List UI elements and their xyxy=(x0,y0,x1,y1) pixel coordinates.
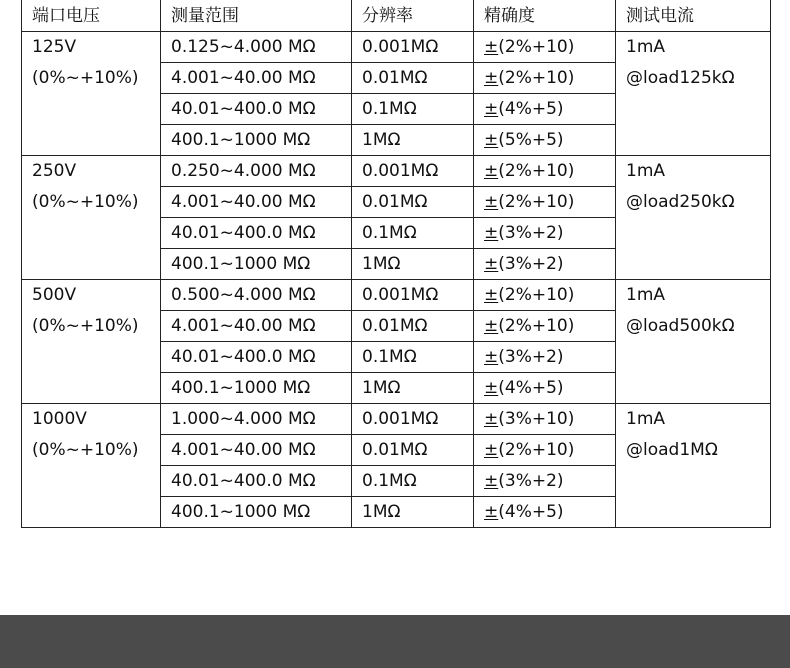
voltage-value: 1000V xyxy=(32,409,87,429)
plus-minus-sign: ± xyxy=(484,285,499,305)
resolution-cell: 0.01MΩ xyxy=(352,187,474,218)
plus-minus-sign: ± xyxy=(484,378,499,398)
accuracy-cell xyxy=(474,156,616,187)
range-cell: 400.1~1000 MΩ xyxy=(161,373,352,404)
accuracy-value: (3%+2) xyxy=(498,254,564,274)
accuracy-value: (2%+10) xyxy=(498,161,575,181)
resolution-cell: 0.1MΩ xyxy=(352,342,474,373)
accuracy-value: (4%+5) xyxy=(498,378,564,398)
accuracy-cell xyxy=(474,218,616,249)
header-row xyxy=(22,0,771,32)
resolution-cell: 0.01MΩ xyxy=(352,435,474,466)
voltage-tolerance: (0%~+10%) xyxy=(32,440,139,460)
range-cell: 1.000~4.000 MΩ xyxy=(161,404,352,435)
table-row xyxy=(22,404,771,435)
accuracy-value: (3%+2) xyxy=(498,471,564,491)
load-value: @load1MΩ xyxy=(626,440,718,460)
spec-table xyxy=(21,0,771,528)
voltage-value: 250V xyxy=(32,161,77,181)
test-current-cell xyxy=(616,32,771,156)
accuracy-value: (5%+5) xyxy=(498,130,564,150)
port-voltage-cell xyxy=(22,404,161,528)
port-voltage-cell xyxy=(22,280,161,404)
resolution-cell: 0.001MΩ xyxy=(352,156,474,187)
accuracy-cell xyxy=(474,466,616,497)
header-test-current: 测试电流 xyxy=(616,0,771,32)
plus-minus-sign: ± xyxy=(484,192,499,212)
plus-minus-sign: ± xyxy=(484,471,499,491)
plus-minus-sign: ± xyxy=(484,130,499,150)
resolution-cell: 0.1MΩ xyxy=(352,94,474,125)
footer-band xyxy=(0,615,790,668)
port-voltage-cell xyxy=(22,156,161,280)
header-resolution: 分辨率 xyxy=(352,0,474,32)
range-cell: 40.01~400.0 MΩ xyxy=(161,94,352,125)
range-cell: 400.1~1000 MΩ xyxy=(161,125,352,156)
range-cell: 0.500~4.000 MΩ xyxy=(161,280,352,311)
spec-body xyxy=(22,32,771,528)
load-value: @load125kΩ xyxy=(626,68,735,88)
range-cell: 40.01~400.0 MΩ xyxy=(161,342,352,373)
range-cell: 400.1~1000 MΩ xyxy=(161,249,352,280)
range-cell: 40.01~400.0 MΩ xyxy=(161,466,352,497)
plus-minus-sign: ± xyxy=(484,161,499,181)
range-cell: 4.001~40.00 MΩ xyxy=(161,435,352,466)
plus-minus-sign: ± xyxy=(484,37,499,57)
accuracy-value: (3%+2) xyxy=(498,223,564,243)
current-value: 1mA xyxy=(626,285,666,305)
range-cell: 400.1~1000 MΩ xyxy=(161,497,352,528)
resolution-cell: 1MΩ xyxy=(352,249,474,280)
current-value: 1mA xyxy=(626,409,666,429)
accuracy-value: (2%+10) xyxy=(498,68,575,88)
accuracy-cell xyxy=(474,249,616,280)
accuracy-cell xyxy=(474,342,616,373)
accuracy-value: (3%+10) xyxy=(498,409,575,429)
accuracy-value: (3%+2) xyxy=(498,347,564,367)
accuracy-value: (2%+10) xyxy=(498,37,575,57)
resolution-cell: 0.1MΩ xyxy=(352,218,474,249)
range-cell: 0.250~4.000 MΩ xyxy=(161,156,352,187)
range-cell: 4.001~40.00 MΩ xyxy=(161,63,352,94)
current-value: 1mA xyxy=(626,161,666,181)
table-row xyxy=(22,32,771,63)
accuracy-cell xyxy=(474,435,616,466)
accuracy-cell xyxy=(474,404,616,435)
range-cell: 0.125~4.000 MΩ xyxy=(161,32,352,63)
port-voltage-cell xyxy=(22,32,161,156)
current-value: 1mA xyxy=(626,37,666,57)
accuracy-cell xyxy=(474,32,616,63)
plus-minus-sign: ± xyxy=(484,223,499,243)
accuracy-value: (2%+10) xyxy=(498,192,575,212)
resolution-cell: 0.001MΩ xyxy=(352,404,474,435)
plus-minus-sign: ± xyxy=(484,409,499,429)
test-current-cell xyxy=(616,280,771,404)
load-value: @load250kΩ xyxy=(626,192,735,212)
range-cell: 40.01~400.0 MΩ xyxy=(161,218,352,249)
accuracy-cell xyxy=(474,125,616,156)
resolution-cell: 0.01MΩ xyxy=(352,63,474,94)
accuracy-value: (2%+10) xyxy=(498,316,575,336)
plus-minus-sign: ± xyxy=(484,440,499,460)
header-port-voltage: 端口电压 xyxy=(22,0,161,32)
plus-minus-sign: ± xyxy=(484,99,499,119)
accuracy-cell xyxy=(474,187,616,218)
load-value: @load500kΩ xyxy=(626,316,735,336)
plus-minus-sign: ± xyxy=(484,68,499,88)
voltage-value: 500V xyxy=(32,285,77,305)
header-accuracy: 精确度 xyxy=(474,0,616,32)
accuracy-cell xyxy=(474,311,616,342)
resolution-cell: 1MΩ xyxy=(352,373,474,404)
plus-minus-sign: ± xyxy=(484,254,499,274)
test-current-cell xyxy=(616,156,771,280)
test-current-cell xyxy=(616,404,771,528)
accuracy-value: (4%+5) xyxy=(498,99,564,119)
table-row xyxy=(22,156,771,187)
resolution-cell: 0.1MΩ xyxy=(352,466,474,497)
range-cell: 4.001~40.00 MΩ xyxy=(161,311,352,342)
table-row xyxy=(22,280,771,311)
range-cell: 4.001~40.00 MΩ xyxy=(161,187,352,218)
accuracy-value: (2%+10) xyxy=(498,440,575,460)
accuracy-cell xyxy=(474,497,616,528)
plus-minus-sign: ± xyxy=(484,347,499,367)
accuracy-cell xyxy=(474,94,616,125)
voltage-tolerance: (0%~+10%) xyxy=(32,316,139,336)
accuracy-value: (4%+5) xyxy=(498,502,564,522)
resolution-cell: 1MΩ xyxy=(352,497,474,528)
header-range: 测量范围 xyxy=(161,0,352,32)
voltage-tolerance: (0%~+10%) xyxy=(32,68,139,88)
resolution-cell: 0.001MΩ xyxy=(352,280,474,311)
accuracy-cell xyxy=(474,280,616,311)
voltage-value: 125V xyxy=(32,37,77,57)
resolution-cell: 0.001MΩ xyxy=(352,32,474,63)
plus-minus-sign: ± xyxy=(484,316,499,336)
accuracy-cell xyxy=(474,63,616,94)
accuracy-value: (2%+10) xyxy=(498,285,575,305)
plus-minus-sign: ± xyxy=(484,502,499,522)
resolution-cell: 1MΩ xyxy=(352,125,474,156)
accuracy-cell xyxy=(474,373,616,404)
voltage-tolerance: (0%~+10%) xyxy=(32,192,139,212)
resolution-cell: 0.01MΩ xyxy=(352,311,474,342)
